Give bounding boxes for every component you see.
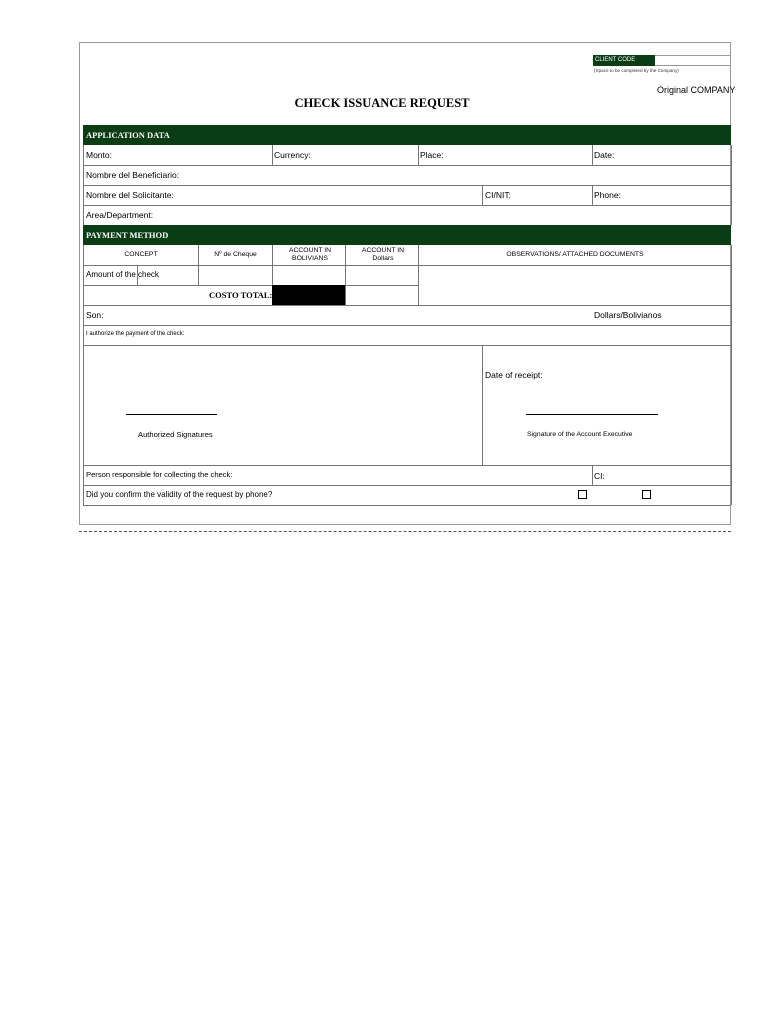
son-field[interactable]: Son: bbox=[86, 310, 104, 320]
payment-method-title: PAYMENT METHOD bbox=[86, 230, 169, 240]
phone-field[interactable]: Phone: bbox=[594, 190, 621, 200]
monto-field[interactable]: Monto: bbox=[86, 150, 112, 160]
form-page bbox=[79, 42, 731, 525]
phone-confirm-checkbox-1[interactable] bbox=[578, 490, 587, 499]
client-code-field[interactable] bbox=[655, 55, 731, 66]
col-account-bolivians: ACCOUNT IN BOLIVIANS bbox=[288, 247, 332, 262]
application-data-title: APPLICATION DATA bbox=[86, 130, 170, 140]
col-concept: CONCEPT bbox=[124, 251, 158, 258]
costo-total-value[interactable] bbox=[272, 285, 345, 305]
col-observations: OBSERVATIONS/ ATTACHED DOCUMENTS bbox=[506, 251, 644, 258]
client-code-note: (Space to be completed by the Company) bbox=[594, 68, 679, 73]
amount-of-check-label: Amount of the check bbox=[86, 270, 159, 279]
payment-method-header bbox=[83, 225, 731, 245]
place-field[interactable]: Place: bbox=[420, 150, 444, 160]
ci-field[interactable]: CI: bbox=[594, 471, 605, 481]
client-code-label: CLIENT CODE bbox=[595, 57, 636, 63]
col-account-dollars: ACCOUNT IN Dollars bbox=[361, 247, 405, 262]
phone-confirm-checkbox-2[interactable] bbox=[642, 490, 651, 499]
authorized-signatures-label: Authorized Signatures bbox=[138, 430, 213, 439]
ci-nit-field[interactable]: CI/NIT: bbox=[485, 190, 511, 200]
authorize-payment-label: I authorize the payment of the check: bbox=[86, 331, 185, 337]
beneficiario-field[interactable]: Nombre del Beneficiario: bbox=[86, 170, 180, 180]
account-executive-signature-label: Signature of the Account Executive bbox=[527, 431, 633, 438]
col-cheque-number: Nº de Cheque bbox=[214, 251, 257, 258]
currency-field[interactable]: Currency: bbox=[274, 150, 311, 160]
area-field[interactable]: Area/Department: bbox=[86, 210, 154, 220]
application-data-header bbox=[83, 125, 731, 145]
currency-words-label: Dollars/Bolivianos bbox=[594, 310, 662, 320]
copy-label: Original COMPANY bbox=[657, 85, 736, 95]
cut-line bbox=[79, 531, 731, 532]
date-field[interactable]: Date: bbox=[594, 150, 615, 160]
page-title: CHECK ISSUANCE REQUEST bbox=[294, 96, 470, 110]
authorized-signature-line[interactable] bbox=[126, 414, 217, 415]
solicitante-field[interactable]: Nombre del Solicitante: bbox=[86, 190, 174, 200]
person-responsible-field[interactable]: Person responsible for collecting the check: bbox=[86, 470, 233, 479]
account-executive-signature-line[interactable] bbox=[526, 414, 658, 415]
date-of-receipt-field[interactable]: Date of receipt: bbox=[485, 370, 543, 380]
phone-confirm-question: Did you confirm the validity of the request by phone? bbox=[86, 490, 273, 499]
costo-total-label: COSTO TOTAL: bbox=[209, 290, 273, 300]
